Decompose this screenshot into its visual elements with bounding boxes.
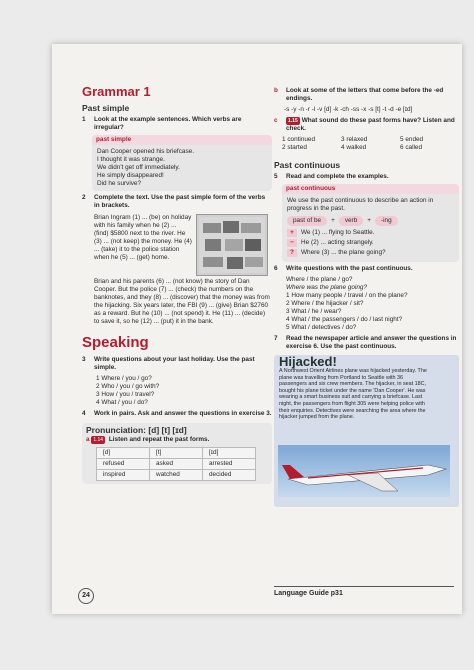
pronunciation-title: Pronunciation: [d] [t] [ɪd] <box>86 425 187 435</box>
past-simple-heading: Past simple <box>82 103 130 113</box>
example-line: I thought it was strange. <box>97 156 165 163</box>
question-row <box>287 249 454 257</box>
exercise-1 <box>82 116 272 132</box>
exercise-number: 1 <box>82 116 86 123</box>
table-cell: [d] <box>97 448 150 459</box>
example-line: Dan Cooper opened his briefcase. <box>97 148 194 155</box>
newspaper-article <box>274 355 459 507</box>
row-text: We (1) ... flying to Seattle. <box>301 229 375 236</box>
table-row <box>97 470 256 481</box>
task-label: b <box>274 87 278 94</box>
list-item: 5 ended <box>400 136 424 143</box>
table-cell: inspired <box>97 470 150 481</box>
story-part-1: Brian Ingram (1) ... (be) on holiday with his family when he (2) ... (find) $5800 next to the river. He (3) ... (not keep) the money. He (4) ... (take) it to the police station when he (5) ... (get) home. <box>94 214 192 261</box>
table-cell: decided <box>203 470 256 481</box>
row-text: He (2) ... acting strangely. <box>301 239 374 246</box>
list-item: 4 What / you / do? <box>96 399 148 406</box>
story-block <box>94 214 272 276</box>
row-text: Where (3) ... the plane going? <box>301 249 386 256</box>
pronunciation-task-a <box>86 436 268 444</box>
negative-row <box>287 239 454 247</box>
exercise-instruction: Read the newspaper article and answer the questions in exercise 6. Use the past continuous. <box>286 335 457 350</box>
box-explanation: We use the past continuous to describe an action in progress in the past. <box>287 197 434 212</box>
exercise-instruction: Read and complete the examples. <box>286 173 389 180</box>
article-title: Hijacked! <box>279 354 337 369</box>
exercise-number: 3 <box>82 356 86 363</box>
list-item: 3 How / you / travel? <box>96 391 155 398</box>
audio-track-icon[interactable]: 1.15 <box>288 118 298 124</box>
formula-plus: + <box>367 217 371 224</box>
exercise-instruction: Write questions with the past continuous. <box>286 265 413 272</box>
task-label: a <box>86 436 90 443</box>
exercise-number: 4 <box>82 410 86 417</box>
exercise-instruction: Work in pairs. Ask and answer the questions in exercise 3. <box>94 410 272 417</box>
banknotes-photo <box>196 214 268 276</box>
table-row <box>97 459 256 470</box>
formula-part: past of be <box>287 216 327 226</box>
formula <box>287 216 454 226</box>
sign: − <box>287 239 297 247</box>
past-simple-box <box>92 135 272 191</box>
list-item: 5 What / detectives / do? <box>286 324 357 331</box>
exercise-5 <box>274 173 459 181</box>
speaking-title: Speaking <box>82 334 149 351</box>
banknotes-image <box>199 217 265 273</box>
language-guide-link[interactable]: Language Guide p31 <box>274 586 454 597</box>
task-instruction: Listen and repeat the past forms. <box>108 436 210 443</box>
list-item: 2 Who / you / go with? <box>96 383 160 390</box>
sign: ? <box>287 249 297 257</box>
formula-plus: + <box>331 217 335 224</box>
table-cell: refused <box>97 459 150 470</box>
grammar-title: Grammar 1 <box>82 84 151 99</box>
list-item: 3 relaxed <box>341 136 368 143</box>
exercise-2 <box>82 194 272 210</box>
exercise-instruction: Look at some of the letters that come before the -ed endings. <box>286 87 444 102</box>
exercise-instruction: What sound do these past forms have? Listen and check. <box>286 117 455 132</box>
formula-part: -ing <box>375 216 398 226</box>
list-item: 2 Where / the hijacker / sit? <box>286 300 364 307</box>
pronunciation-table <box>96 447 256 481</box>
list-item: 4 What / the passengers / do / last night? <box>286 316 403 323</box>
exercise-1c <box>274 117 459 133</box>
audio-track-icon[interactable]: 1.14 <box>93 437 104 443</box>
exercise-instruction: Write questions about your last holiday. Use the past simple. <box>94 356 255 371</box>
past-continuous-heading: Past continuous <box>274 160 341 170</box>
exercise-1b <box>274 87 459 103</box>
left-column <box>82 84 272 484</box>
table-cell: arrested <box>203 459 256 470</box>
example-prompt: Where / the plane / go? <box>286 276 353 283</box>
table-cell: watched <box>150 470 203 481</box>
list-item: 4 walked <box>341 144 367 151</box>
exercise-7 <box>274 335 459 351</box>
list-item: 2 started <box>282 144 307 151</box>
exercise-instruction: Look at the example sentences. Which verbs are irregular? <box>94 116 242 131</box>
past-continuous-box <box>282 184 459 262</box>
list-item: 1 How many people / travel / on the plane? <box>286 292 408 299</box>
list-item: 3 What / he / wear? <box>286 308 342 315</box>
story-part-2: Brian and his parents (6) ... (not know) the story of Dan Cooper. But the police (7) ... (check) the numbers on the banknotes, and they (8) ... (discover) that the money was from the hijacking. Six years later, the FBI (9) ... (give) Brian $2760 as a reward. But he (10) ... (not spend) it. He (11) ... (decide) to save it, so he (12) ... (put) it in the bank. <box>94 278 270 325</box>
task-label: c <box>274 117 278 124</box>
table-row <box>97 448 256 459</box>
exercise-number: 5 <box>274 173 278 180</box>
exercise-3 <box>82 356 272 372</box>
list-item: 1 Where / you / go? <box>96 375 152 382</box>
airplane-photo <box>278 445 450 497</box>
ending-letters: -s -y -n -r -l -v [d] -k -ch -ss -x -s [t] -t -d -e [ɪd] <box>284 106 413 113</box>
page-number: 24 <box>78 588 94 604</box>
pronunciation-box <box>82 423 272 484</box>
exercise-6 <box>274 265 459 273</box>
sign: + <box>287 229 297 237</box>
table-cell: asked <box>150 459 203 470</box>
exercise-instruction: Complete the text. Use the past simple form of the verbs in brackets. <box>94 194 266 209</box>
affirmative-row <box>287 229 454 237</box>
textbook-page <box>52 44 462 614</box>
list-item: 1 continued <box>282 136 316 143</box>
formula-part: verb <box>339 216 363 226</box>
exercise-4 <box>82 410 272 418</box>
exercise-number: 2 <box>82 194 86 201</box>
table-cell: [ɪd] <box>203 448 256 459</box>
exercise-number: 6 <box>274 265 278 272</box>
past-forms-list <box>282 136 459 152</box>
article-text: A Northwest Orient Airlines plane was hijacked yesterday. The plane was travelling from Portland to Seattle with 36 passengers and six crew members. The hijacker, in seat 18C, bought his plane ticket under the name 'Dan Cooper'. He was wearing a smart business suit and carrying a briefcase. Last night, the passengers from flight 305 were helping police with their enquiries. Detectives were searching the area where the hijacker jumped from the plane. <box>279 368 427 421</box>
box-title: past continuous <box>282 184 459 194</box>
example-line: We didn't get off immediately. <box>97 164 180 171</box>
example-line: Did he survive? <box>97 180 142 187</box>
example-line: He simply disappeared! <box>97 172 164 179</box>
exercise-number: 7 <box>274 335 278 342</box>
right-column <box>274 84 459 507</box>
example-answer: Where was the plane going? <box>286 284 368 291</box>
box-title: past simple <box>92 135 272 145</box>
airplane-icon <box>278 445 450 497</box>
table-cell: [t] <box>150 448 203 459</box>
list-item: 6 called <box>400 144 423 151</box>
